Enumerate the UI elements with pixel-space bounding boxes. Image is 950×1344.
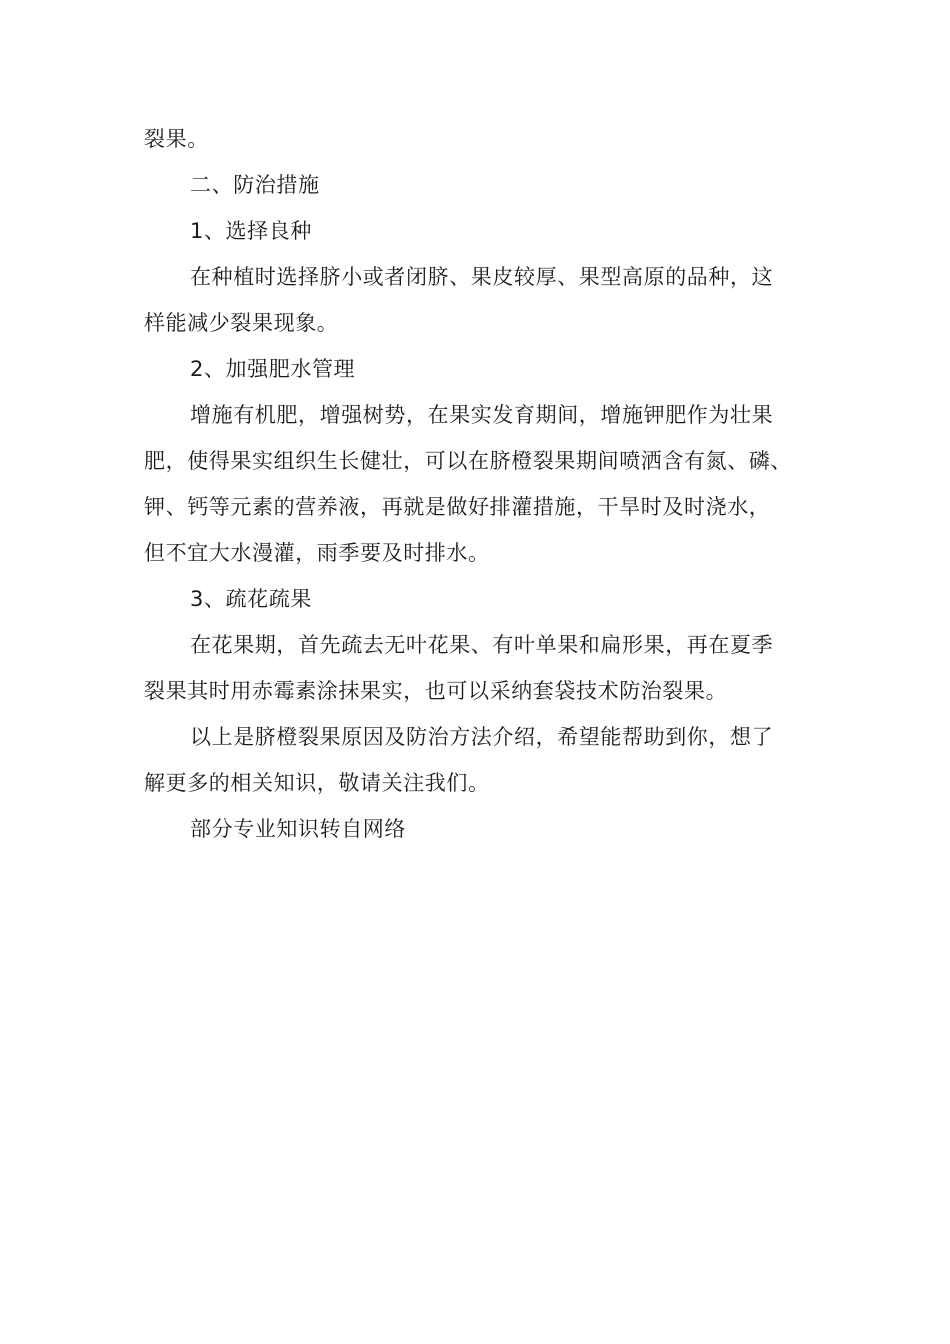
text-line: 部分专业知识转自网络 [190, 817, 406, 841]
paragraph-fertilizer-water [144, 392, 816, 576]
text-line: 样能减少裂果现象。 [144, 311, 339, 335]
paragraph-continuation [144, 116, 816, 162]
text-line: 在种植时选择脐小或者闭脐、果皮较厚、果型高原的品种，这 [190, 265, 774, 289]
section-heading-prevention [144, 162, 816, 208]
text-line: 在花果期，首先疏去无叶花果、有叶单果和扁形果，再在夏季 [190, 633, 774, 657]
paragraph-thinning [144, 622, 816, 714]
text-line: 以上是脐橙裂果原因及防治方法介绍，希望能帮助到你，想了 [190, 725, 774, 749]
text-line: 裂果。 [144, 127, 209, 151]
subheading-variety-selection [144, 208, 816, 254]
heading-text: 1、选择良种 [190, 219, 312, 243]
text-line: 增施有机肥，增强树势，在果实发育期间，增施钾肥作为壮果 [190, 403, 774, 427]
subheading-fertilizer-water [144, 346, 816, 392]
subheading-thinning [144, 576, 816, 622]
heading-text: 3、疏花疏果 [190, 587, 312, 611]
paragraph-conclusion [144, 714, 816, 806]
text-line: 但不宜大水漫灌，雨季要及时排水。 [144, 541, 490, 565]
paragraph-source-note [144, 806, 816, 852]
document-body [144, 116, 816, 852]
heading-text: 二、防治措施 [190, 173, 320, 197]
text-line: 解更多的相关知识，敬请关注我们。 [144, 771, 490, 795]
text-line: 裂果其时用赤霉素涂抹果实，也可以采纳套袋技术防治裂果。 [144, 679, 728, 703]
paragraph-variety-selection [144, 254, 816, 346]
heading-text: 2、加强肥水管理 [190, 357, 356, 381]
text-line: 钾、钙等元素的营养液，再就是做好排灌措施，干旱时及时浇水， [144, 495, 771, 519]
text-line: 肥，使得果实组织生长健壮，可以在脐橙裂果期间喷洒含有氮、磷、 [144, 449, 792, 473]
